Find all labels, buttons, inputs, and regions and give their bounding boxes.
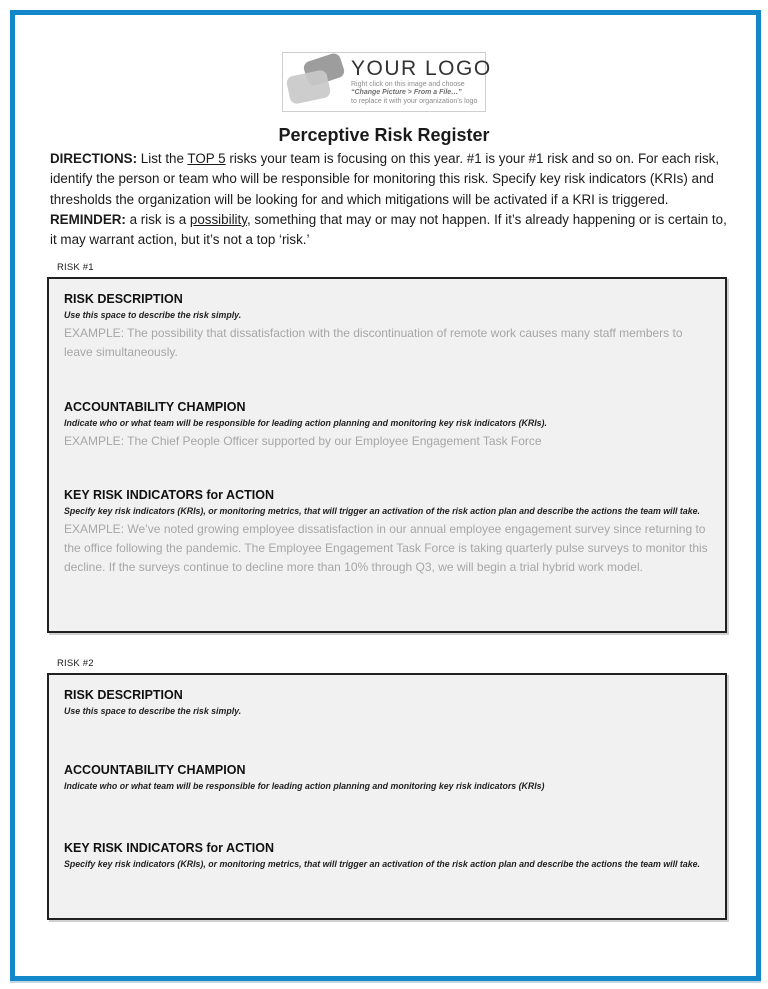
accountability-champion-heading: ACCOUNTABILITY CHAMPION (64, 400, 246, 415)
kri-hint: Specify key risk indicators (KRIs), or monitoring metrics, that will trigger an activation of the risk action plan and describe the actions the team will take. (64, 859, 700, 870)
reminder-label: REMINDER: (50, 211, 126, 227)
accountability-champion-heading: ACCOUNTABILITY CHAMPION (64, 763, 246, 778)
logo-instruction-line-3: to replace it with your organization’s logo (351, 97, 478, 105)
risk-description-hint: Use this space to describe the risk simply. (64, 706, 242, 717)
kri-hint: Specify key risk indicators (KRIs), or monitoring metrics, that will trigger an activation of the risk action plan and describe the actions the team will take. (64, 506, 700, 517)
reminder-underline-possibility: possibility (189, 211, 247, 227)
risk-description-heading: RISK DESCRIPTION (64, 688, 183, 703)
directions-underline-top5: TOP 5 (187, 151, 226, 166)
reminder-text-1: a risk is a (125, 211, 190, 227)
logo-text-block (349, 58, 492, 107)
directions-text-2: risks your team is focusing on this year. #1 is your #1 risk and so on. For each risk, identify the person or team who will be responsible for monitoring this risk. Specify key risk indicators (KRIs) and thresholds the organization will be looking for and which mitigations will be activated if a KRI is triggered. (50, 151, 720, 207)
risk-description-example: EXAMPLE: The possibility that dissatisfaction with the discontinuation of remote work causes many staff members to leave simultaneously. (64, 326, 683, 360)
risk-1-kri-section[interactable] (64, 487, 710, 577)
risk-2-champion-section[interactable] (64, 762, 710, 840)
risk-description-heading: RISK DESCRIPTION (64, 292, 183, 307)
kri-example: EXAMPLE: We’ve noted growing employee dissatisfaction in our annual employee engagement survey since returning to the office following the pandemic. The Employee Engagement Task Force is taking quarterly pulse surveys to monitor this decline. If the surveys continue to decline more than 10% through Q3, we will begin a trial hybrid work model. (64, 522, 708, 575)
logo-placeholder[interactable] (282, 52, 492, 112)
reminder-text-2: , something that may or may not happen. If it’s already happening or is certain to, it may warrant action, but it’s not a top ‘risk.’ (50, 211, 727, 248)
risk-1-box[interactable] (47, 277, 727, 633)
risk-2-box[interactable] (47, 673, 727, 920)
logo-instructions (351, 81, 492, 107)
accountability-champion-hint: Indicate who or what team will be responsible for leading action planning and monitoring key risk indicators (KRIs). (64, 418, 547, 429)
directions-label: DIRECTIONS: (50, 151, 138, 166)
logo-instruction-line-1: Right click on this image and choose (351, 80, 465, 88)
risk-description-hint: Use this space to describe the risk simply. (64, 310, 242, 321)
accountability-champion-hint: Indicate who or what team will be responsible for leading action planning and monitoring key risk indicators (KRIs) (64, 781, 545, 792)
directions-paragraph (50, 149, 730, 250)
logo-title: YOUR LOGO (351, 56, 492, 80)
risk-2-kri-section[interactable] (64, 840, 710, 870)
logo-rectangle-light (286, 69, 332, 105)
risk-2-label: RISK #2 (57, 658, 94, 670)
risk-2-description-section[interactable] (64, 687, 710, 762)
logo-image-icon (287, 56, 349, 108)
directions-text-1: List the (137, 151, 188, 166)
kri-heading: KEY RISK INDICATORS for ACTION (64, 488, 274, 503)
risk-1-champion-section[interactable] (64, 399, 710, 487)
accountability-champion-example: EXAMPLE: The Chief People Officer supported by our Employee Engagement Task Force (64, 434, 542, 449)
risk-1-description-section[interactable] (64, 291, 710, 399)
logo-instruction-line-2: “Change Picture > From a File…” (351, 89, 462, 97)
page-title: Perceptive Risk Register (278, 125, 490, 145)
kri-heading: KEY RISK INDICATORS for ACTION (64, 841, 274, 856)
risk-1-label: RISK #1 (57, 262, 94, 274)
